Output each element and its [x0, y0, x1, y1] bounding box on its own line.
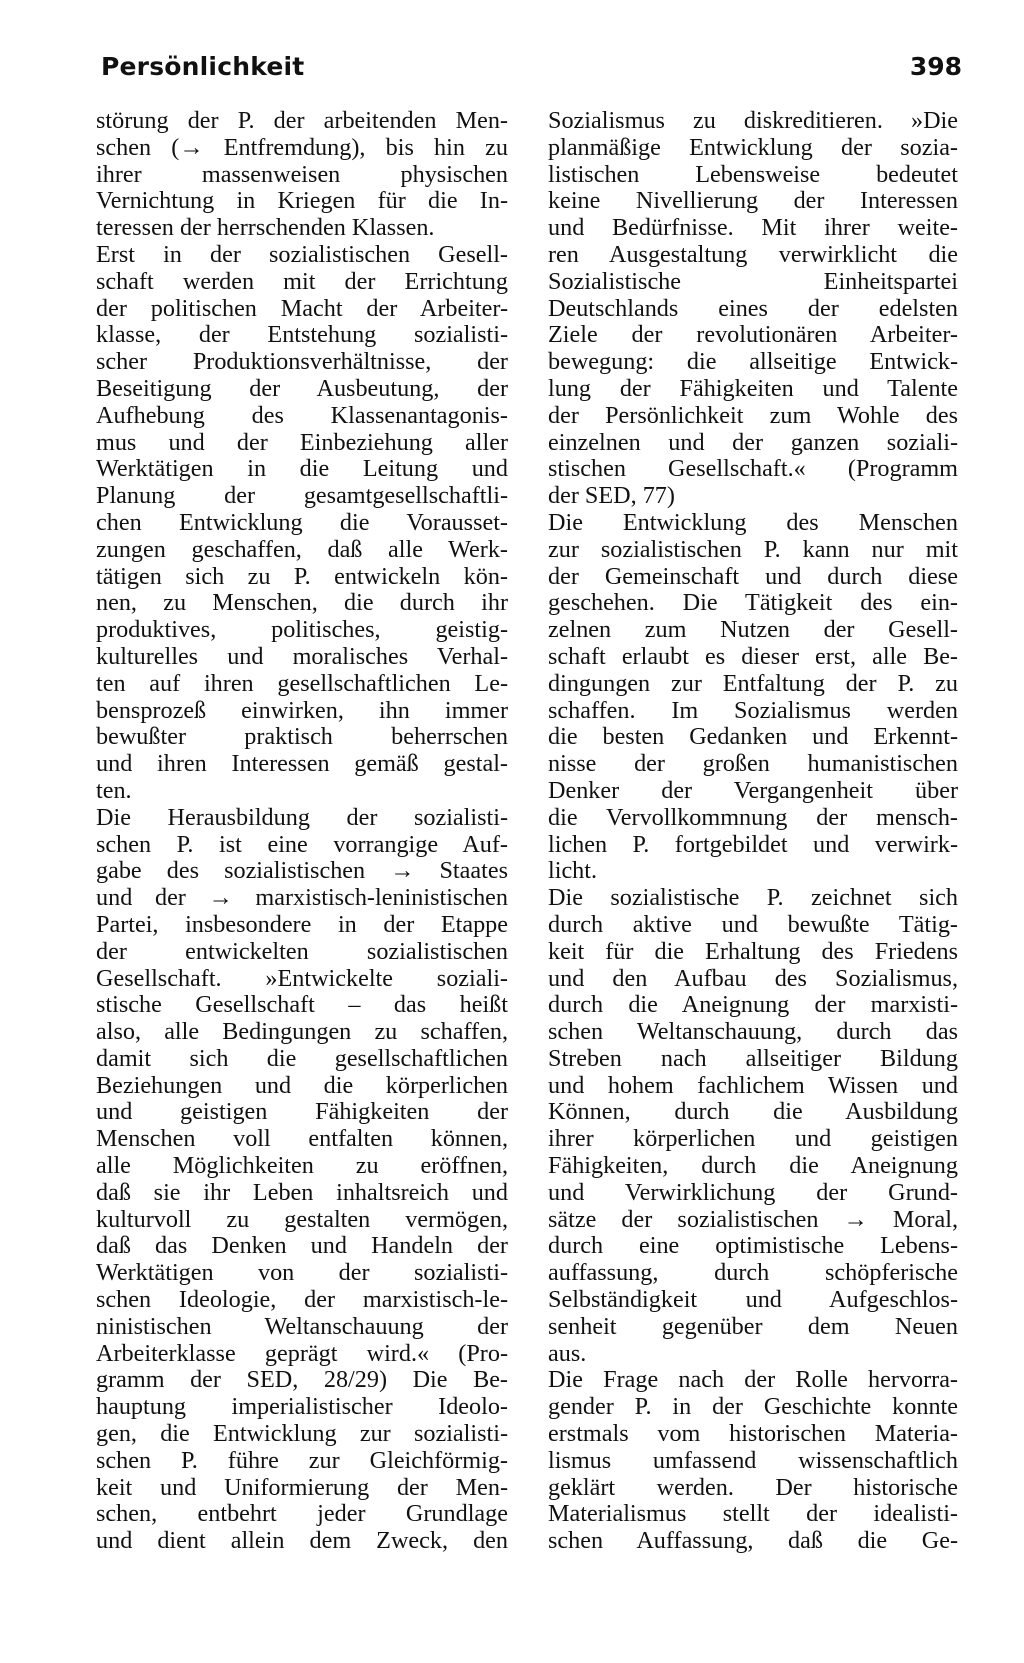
text-line: daß sie ihr Leben inhaltsreich und: [96, 1179, 508, 1206]
text-line: schaft werden mit der Errichtung: [96, 268, 508, 295]
text-line: der politischen Macht der Arbeiter-: [96, 295, 508, 322]
text-line: die besten Gedanken und Erkennt-: [548, 724, 958, 751]
text-line: licht.: [548, 858, 598, 885]
text-line: schen P. führe zur Gleichförmig-: [96, 1447, 508, 1474]
text-line: Erst in der sozialistischen Gesell-: [96, 241, 508, 268]
text-line: Planung der gesamtgesellschaftli-: [96, 483, 508, 510]
text-line: gen, die Entwicklung zur sozialisti-: [96, 1421, 508, 1448]
text-line: und hohem fachlichem Wissen und: [548, 1072, 958, 1099]
text-line: klasse, der Entstehung sozialisti-: [96, 322, 508, 349]
text-line: Partei, insbesondere in der Etappe: [96, 911, 508, 938]
text-line: sätze der sozialistischen → Moral,: [548, 1206, 958, 1233]
text-line: durch eine optimistische Lebens-: [548, 1233, 958, 1260]
text-line: keine Nivellierung der Interessen: [548, 188, 958, 215]
text-line: kulturvoll zu gestalten vermögen,: [96, 1206, 508, 1233]
text-column-right: [548, 108, 958, 1555]
text-line: teressen der herrschenden Klassen.: [96, 215, 435, 242]
text-line: kulturelles und moralisches Verhal-: [96, 643, 508, 670]
text-line: Die Herausbildung der sozialisti-: [96, 804, 508, 831]
text-line: erstmals vom historischen Materia-: [548, 1421, 958, 1448]
text-line: Die Frage nach der Rolle hervorra-: [548, 1367, 958, 1394]
text-line: chen Entwicklung die Vorausset-: [96, 509, 508, 536]
text-line: durch die Aneignung der marxisti-: [548, 992, 958, 1019]
text-line: schaft erlaubt es dieser erst, alle Be-: [548, 643, 958, 670]
text-line: ten auf ihren gesellschaftlichen Le-: [96, 670, 508, 697]
text-line: ren Ausgestaltung verwirklicht die: [548, 241, 958, 268]
text-line: tätigen sich zu P. entwickeln kön-: [96, 563, 508, 590]
text-line: dingungen zur Entfaltung der P. zu: [548, 670, 958, 697]
text-line: einzelnen und der ganzen soziali-: [548, 429, 958, 456]
text-line: schaffen. Im Sozialismus werden: [548, 697, 958, 724]
text-line: schen P. ist eine vorrangige Auf-: [96, 831, 508, 858]
text-line: Ziele der revolutionären Arbeiter-: [548, 322, 958, 349]
text-line: also, alle Bedingungen zu schaffen,: [96, 1019, 508, 1046]
text-line: Streben nach allseitiger Bildung: [548, 1045, 958, 1072]
text-line: Die Entwicklung des Menschen: [548, 509, 958, 536]
text-line: bensprozeß einwirken, ihn immer: [96, 697, 508, 724]
text-line: planmäßige Entwicklung der sozia-: [548, 134, 958, 161]
page-title: Persönlichkeit: [101, 52, 305, 81]
text-line: ninistischen Weltanschauung der: [96, 1313, 508, 1340]
text-line: ten.: [96, 777, 132, 804]
text-line: bewußter praktisch beherrschen: [96, 724, 508, 751]
text-line: senheit gegenüber dem Neuen: [548, 1313, 958, 1340]
text-line: geklärt werden. Der historische: [548, 1474, 958, 1501]
text-line: bewegung: die allseitige Entwick-: [548, 349, 958, 376]
text-column-left: [96, 108, 508, 1555]
text-line: ihrer körperlichen und geistigen: [548, 1126, 958, 1153]
text-line: auffassung, durch schöpferische: [548, 1260, 958, 1287]
text-line: und dient allein dem Zweck, den: [96, 1528, 508, 1555]
text-line: der entwickelten sozialistischen: [96, 938, 508, 965]
text-line: schen Ideologie, der marxistisch-le-: [96, 1287, 508, 1314]
text-line: stische Gesellschaft – das heißt: [96, 992, 508, 1019]
text-line: lichen P. fortgebildet und verwirk-: [548, 831, 958, 858]
text-line: damit sich die gesellschaftlichen: [96, 1045, 508, 1072]
text-line: Beziehungen und die körperlichen: [96, 1072, 508, 1099]
text-line: Sozialismus zu diskreditieren. »Die: [548, 108, 958, 134]
text-line: Beseitigung der Ausbeutung, der: [96, 375, 508, 402]
text-line: Werktätigen in die Leitung und: [96, 456, 508, 483]
text-line: gabe des sozialistischen → Staates: [96, 858, 508, 885]
text-line: Werktätigen von der sozialisti-: [96, 1260, 508, 1287]
text-line: produktives, politisches, geistig-: [96, 617, 508, 644]
text-line: zelnen zum Nutzen der Gesell-: [548, 617, 958, 644]
text-line: daß das Denken und Handeln der: [96, 1233, 508, 1260]
text-line: und geistigen Fähigkeiten der: [96, 1099, 508, 1126]
text-line: Selbständigkeit und Aufgeschlos-: [548, 1287, 958, 1314]
text-line: Deutschlands eines der edelsten: [548, 295, 958, 322]
text-line: und Bedürfnisse. Mit ihrer weite-: [548, 215, 958, 242]
text-line: der Gemeinschaft und durch diese: [548, 563, 958, 590]
text-line: keit und Uniformierung der Men-: [96, 1474, 508, 1501]
text-line: ihrer massenweisen physischen: [96, 161, 508, 188]
text-line: Gesellschaft. »Entwickelte soziali-: [96, 965, 508, 992]
text-line: nisse der großen humanistischen: [548, 751, 958, 778]
text-line: der SED, 77): [548, 483, 675, 510]
text-line: hauptung imperialistischer Ideolo-: [96, 1394, 508, 1421]
text-line: lung der Fähigkeiten und Talente: [548, 375, 958, 402]
text-line: und ihren Interessen gemäß gestal-: [96, 751, 508, 778]
text-line: keit für die Erhaltung des Friedens: [548, 938, 958, 965]
text-line: schen, entbehrt jeder Grundlage: [96, 1501, 508, 1528]
text-line: lismus umfassend wissenschaftlich: [548, 1447, 958, 1474]
text-line: geschehen. Die Tätigkeit des ein-: [548, 590, 958, 617]
text-line: zungen geschaffen, daß alle Werk-: [96, 536, 508, 563]
text-line: Denker der Vergangenheit über: [548, 777, 958, 804]
text-line: die Vervollkommnung der mensch-: [548, 804, 958, 831]
text-line: und Verwirklichung der Grund-: [548, 1179, 958, 1206]
text-line: Fähigkeiten, durch die Aneignung: [548, 1153, 958, 1180]
text-line: scher Produktionsverhältnisse, der: [96, 349, 508, 376]
text-line: störung der P. der arbeitenden Men-: [96, 108, 508, 134]
text-line: durch aktive und bewußte Tätig-: [548, 911, 958, 938]
text-line: gramm der SED, 28/29) Die Be-: [96, 1367, 508, 1394]
text-line: schen (→ Entfremdung), bis hin zu: [96, 134, 508, 161]
text-line: aus.: [548, 1340, 587, 1367]
text-line: der Persönlichkeit zum Wohle des: [548, 402, 958, 429]
text-line: und der → marxistisch-leninistischen: [96, 885, 508, 912]
text-line: Materialismus stellt der idealisti-: [548, 1501, 958, 1528]
text-line: und den Aufbau des Sozialismus,: [548, 965, 958, 992]
text-line: Arbeiterklasse geprägt wird.« (Pro-: [96, 1340, 508, 1367]
text-line: schen Auffassung, daß die Ge-: [548, 1528, 958, 1555]
text-line: Können, durch die Ausbildung: [548, 1099, 958, 1126]
text-line: gender P. in der Geschichte konnte: [548, 1394, 958, 1421]
text-line: listischen Lebensweise bedeutet: [548, 161, 958, 188]
text-line: zur sozialistischen P. kann nur mit: [548, 536, 958, 563]
text-line: schen Weltanschauung, durch das: [548, 1019, 958, 1046]
text-line: Sozialistische Einheitspartei: [548, 268, 958, 295]
text-line: Die sozialistische P. zeichnet sich: [548, 885, 958, 912]
text-line: stischen Gesellschaft.« (Programm: [548, 456, 958, 483]
text-line: alle Möglichkeiten zu eröffnen,: [96, 1153, 508, 1180]
page-number: 398: [909, 52, 962, 81]
text-line: Vernichtung in Kriegen für die In-: [96, 188, 508, 215]
text-line: Menschen voll entfalten können,: [96, 1126, 508, 1153]
text-line: nen, zu Menschen, die durch ihr: [96, 590, 508, 617]
text-line: mus und der Einbeziehung aller: [96, 429, 508, 456]
text-line: Aufhebung des Klassenantagonis-: [96, 402, 508, 429]
